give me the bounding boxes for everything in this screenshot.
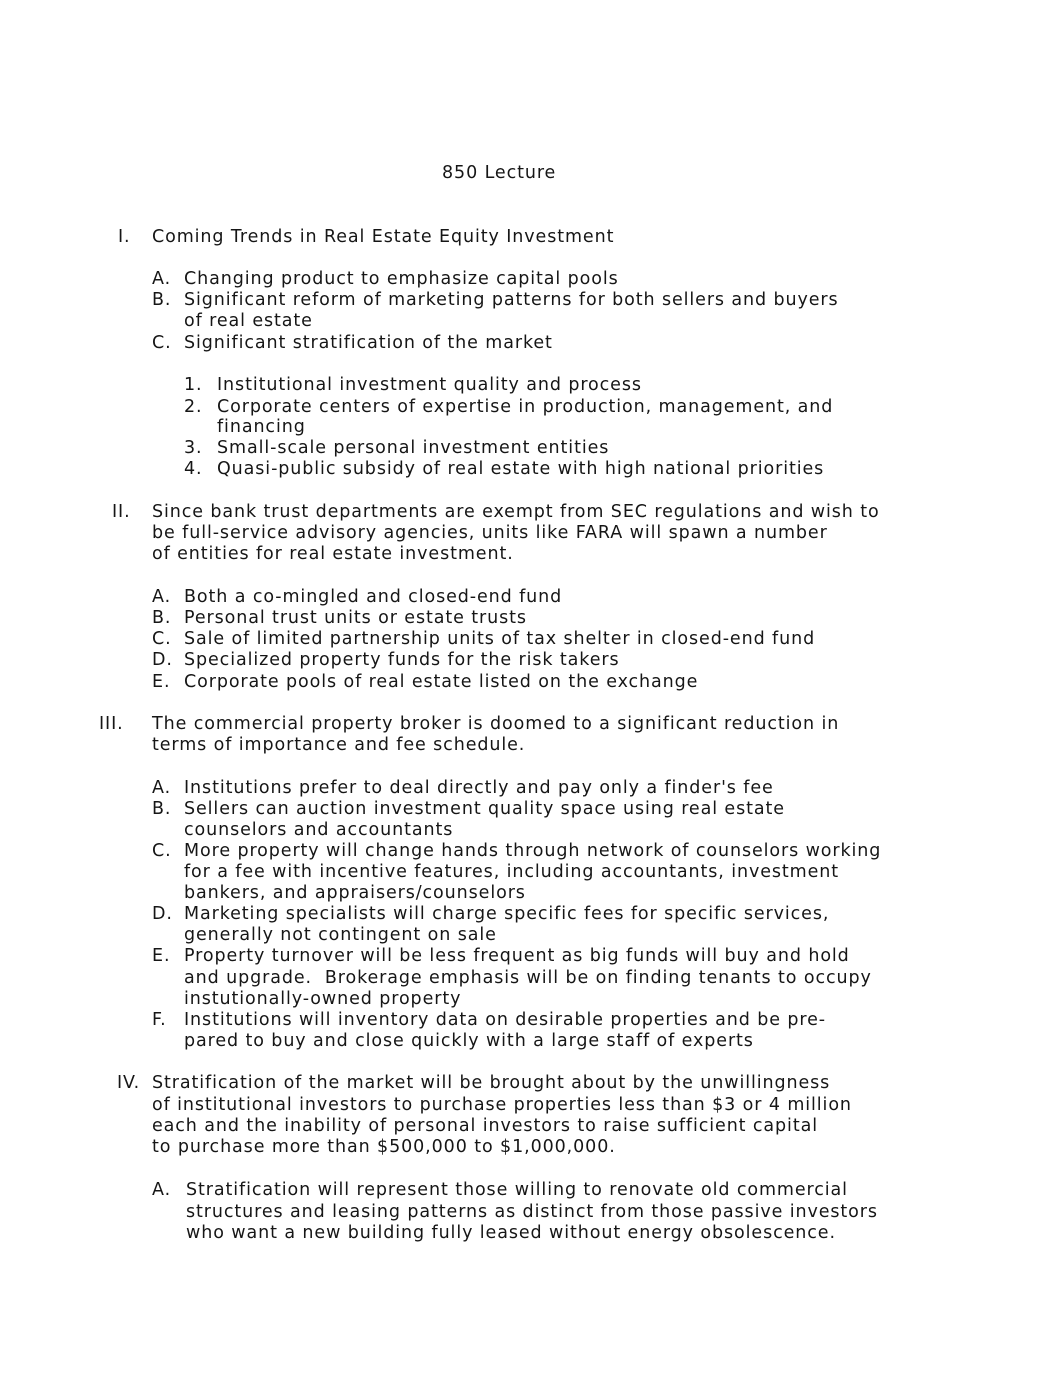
item-text-line: Marketing specialists will charge specific fees for specific services, xyxy=(184,904,830,924)
subitem-label: 4. xyxy=(184,459,203,479)
item-text-line: Specialized property funds for the risk takers xyxy=(184,650,620,670)
item-text-line: generally not contingent on sale xyxy=(184,925,497,945)
item-label: E. xyxy=(152,672,171,692)
subitem-text-line: Quasi-public subsidy of real estate with high national priorities xyxy=(217,459,825,479)
subitem-label: 3. xyxy=(184,438,203,458)
item-text-line: Sellers can auction investment quality space using real estate xyxy=(184,799,785,819)
item-label: C. xyxy=(152,333,172,353)
item-text-line: of real estate xyxy=(184,311,313,331)
section-heading-line: of institutional investors to purchase properties less than $3 or 4 million xyxy=(152,1095,852,1115)
item-label: B. xyxy=(152,799,172,819)
subitem-text-line: Small-scale personal investment entities xyxy=(217,438,610,458)
subitem-label: 2. xyxy=(184,397,203,417)
item-label: F. xyxy=(152,1010,167,1030)
item-text-line: pared to buy and close quickly with a large staff of experts xyxy=(184,1031,754,1051)
section-heading-line: Stratification of the market will be brought about by the unwillingness xyxy=(152,1073,831,1093)
item-label: D. xyxy=(152,650,173,670)
section-heading-line: of entities for real estate investment. xyxy=(152,544,514,564)
section-numeral: III. xyxy=(99,714,124,734)
item-text-line: counselors and accountants xyxy=(184,820,454,840)
section-heading-line: Since bank trust departments are exempt from SEC regulations and wish to xyxy=(152,502,880,522)
item-text-line: Institutions prefer to deal directly and pay only a finder's fee xyxy=(184,778,774,798)
section-heading-line: terms of importance and fee schedule. xyxy=(152,735,526,755)
item-label: C. xyxy=(152,841,172,861)
page-title: 850 Lecture xyxy=(442,163,557,183)
subitem-label: 1. xyxy=(184,375,203,395)
item-text-line: More property will change hands through network of counselors working xyxy=(184,841,882,861)
item-label: B. xyxy=(152,290,172,310)
subitem-text-line: Institutional investment quality and process xyxy=(217,375,642,395)
item-text-line: Changing product to emphasize capital pools xyxy=(184,269,619,289)
section-heading-line: be full-service advisory agencies, units like FARA will spawn a number xyxy=(152,523,828,543)
section-heading-line: to purchase more than $500,000 to $1,000,000. xyxy=(152,1137,616,1157)
item-text-line: Property turnover will be less frequent as big funds will buy and hold xyxy=(184,946,850,966)
item-text-line: Personal trust units or estate trusts xyxy=(184,608,527,628)
item-text-line: Significant reform of marketing patterns for both sellers and buyers xyxy=(184,290,839,310)
section-heading-line: The commercial property broker is doomed to a significant reduction in xyxy=(152,714,840,734)
section-heading-line: Coming Trends in Real Estate Equity Investment xyxy=(152,227,615,247)
item-text-line: Corporate pools of real estate listed on the exchange xyxy=(184,672,699,692)
section-numeral: II. xyxy=(112,502,131,522)
item-text-line: who want a new building fully leased without energy obsolescence. xyxy=(186,1223,836,1243)
item-label: B. xyxy=(152,608,172,628)
item-text-line: Significant stratification of the market xyxy=(184,333,553,353)
item-label: A. xyxy=(152,587,172,607)
item-text-line: Sale of limited partnership units of tax shelter in closed-end fund xyxy=(184,629,816,649)
section-numeral: I. xyxy=(118,227,131,247)
subitem-text-line: Corporate centers of expertise in production, management, and xyxy=(217,397,834,417)
section-heading-line: each and the inability of personal investors to raise sufficient capital xyxy=(152,1116,818,1136)
item-label: C. xyxy=(152,629,172,649)
item-label: D. xyxy=(152,904,173,924)
item-text-line: bankers, and appraisers/counselors xyxy=(184,883,526,903)
item-text-line: Both a co-mingled and closed-end fund xyxy=(184,587,563,607)
item-label: A. xyxy=(152,778,172,798)
item-label: E. xyxy=(152,946,171,966)
subitem-text-line: financing xyxy=(217,417,306,437)
section-numeral: IV. xyxy=(117,1073,141,1093)
item-label: A. xyxy=(152,269,172,289)
item-text-line: structures and leasing patterns as distinct from those passive investors xyxy=(186,1202,878,1222)
item-text-line: Stratification will represent those willing to renovate old commercial xyxy=(186,1180,848,1200)
item-text-line: instutionally-owned property xyxy=(184,989,462,1009)
item-text-line: for a fee with incentive features, including accountants, investment xyxy=(184,862,840,882)
item-text-line: and upgrade. Brokerage emphasis will be on finding tenants to occupy xyxy=(184,968,872,988)
item-label: A. xyxy=(152,1180,172,1200)
item-text-line: Institutions will inventory data on desirable properties and be pre- xyxy=(184,1010,826,1030)
